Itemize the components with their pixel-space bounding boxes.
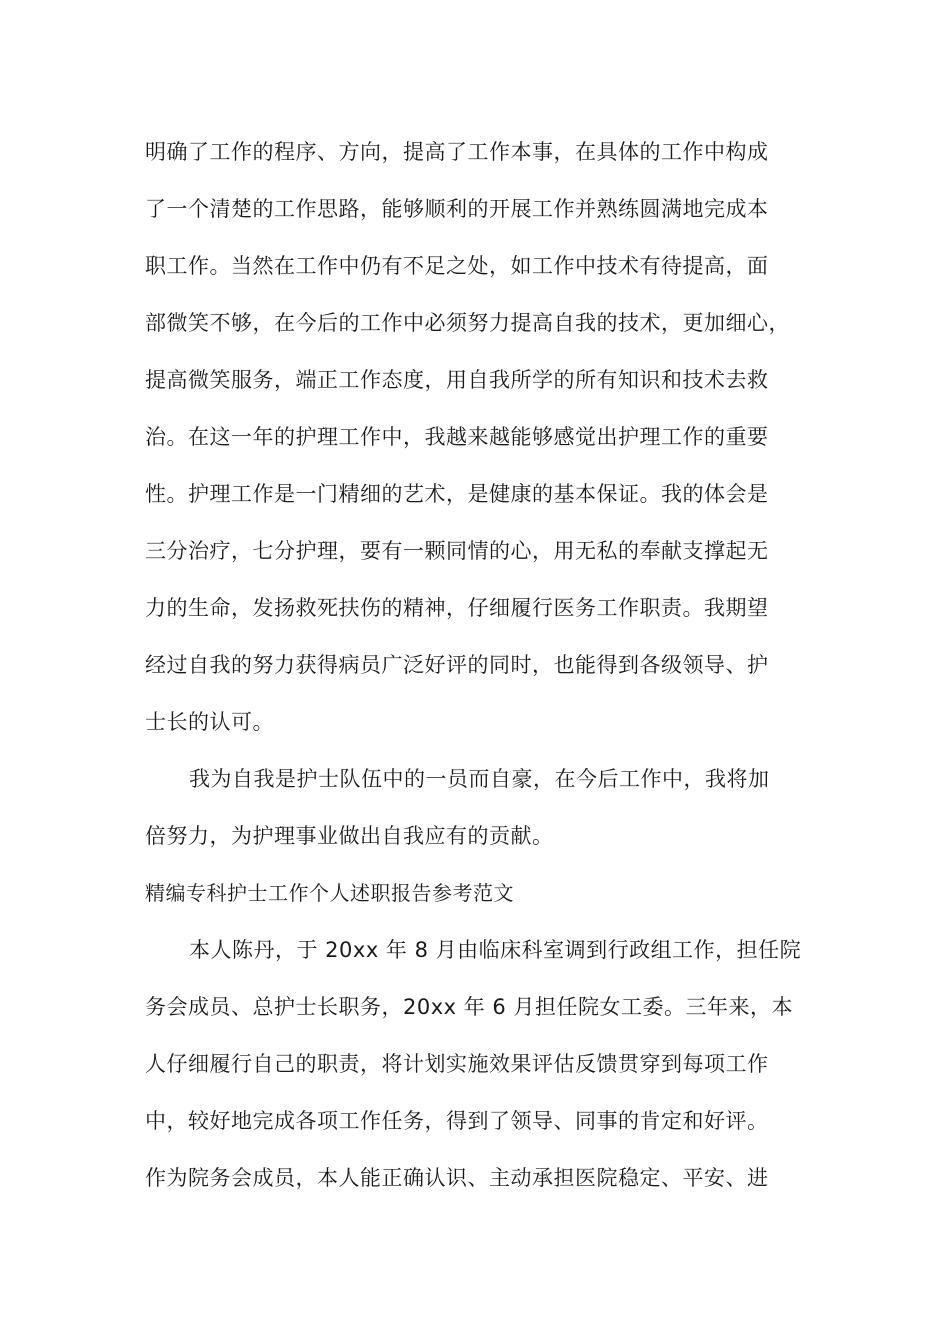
- paragraph-line: 作为院务会成员，本人能正确认识、主动承担医院稳定、平安、进: [145, 1166, 769, 1190]
- paragraph-2: [145, 751, 835, 865]
- paragraph-line: 了一个清楚的工作思路，能够顺利的开展工作并熟练圆满地完成本: [145, 197, 769, 221]
- paragraph-line: 倍努力，为护理事业做出自我应有的贡献。: [145, 824, 554, 848]
- paragraph-line: 务会成员、总护士长职务，20xx 年 6 月担任院女工委。三年来，本: [145, 995, 793, 1019]
- paragraph-1: [145, 124, 835, 751]
- paragraph-line: 治。在这一年的护理工作中，我越来越能够感觉出护理工作的重要: [145, 425, 769, 449]
- paragraph-line: 人仔细履行自己的职责，将计划实施效果评估反馈贯穿到每项工作: [145, 1052, 769, 1076]
- paragraph-line: 三分治疗，七分护理，要有一颗同情的心，用无私的奉献支撑起无: [145, 539, 769, 563]
- paragraph-line: 经过自我的努力获得病员广泛好评的同时，也能得到各级领导、护: [145, 653, 769, 677]
- paragraph-line: 提高微笑服务，端正工作态度，用自我所学的所有知识和技术去救: [145, 368, 769, 392]
- paragraph-line: 士长的认可。: [145, 710, 274, 734]
- paragraph-line: 性。护理工作是一门精细的艺术，是健康的基本保证。我的体会是: [145, 482, 769, 506]
- paragraph-line: 中，较好地完成各项工作任务，得到了领导、同事的肯定和好评。: [145, 1109, 769, 1133]
- section-heading: [145, 865, 835, 922]
- paragraph-3: [145, 922, 835, 1207]
- paragraph-line: 明确了工作的程序、方向，提高了工作本事，在具体的工作中构成: [145, 140, 769, 164]
- paragraph-line: 职工作。当然在工作中仍有不足之处，如工作中技术有待提高，面: [145, 254, 769, 278]
- heading-text: 精编专科护士工作个人述职报告参考范文: [145, 881, 514, 905]
- document-body: [145, 124, 835, 1207]
- paragraph-line: 我为自我是护士队伍中的一员而自豪，在今后工作中，我将加: [189, 767, 770, 791]
- paragraph-line: 本人陈丹，于 20xx 年 8 月由临床科室调到行政组工作，担任院: [189, 938, 802, 962]
- paragraph-line: 力的生命，发扬救死扶伤的精神，仔细履行医务工作职责。我期望: [145, 596, 769, 620]
- paragraph-line: 部微笑不够，在今后的工作中必须努力提高自我的技术，更加细心，: [145, 311, 790, 335]
